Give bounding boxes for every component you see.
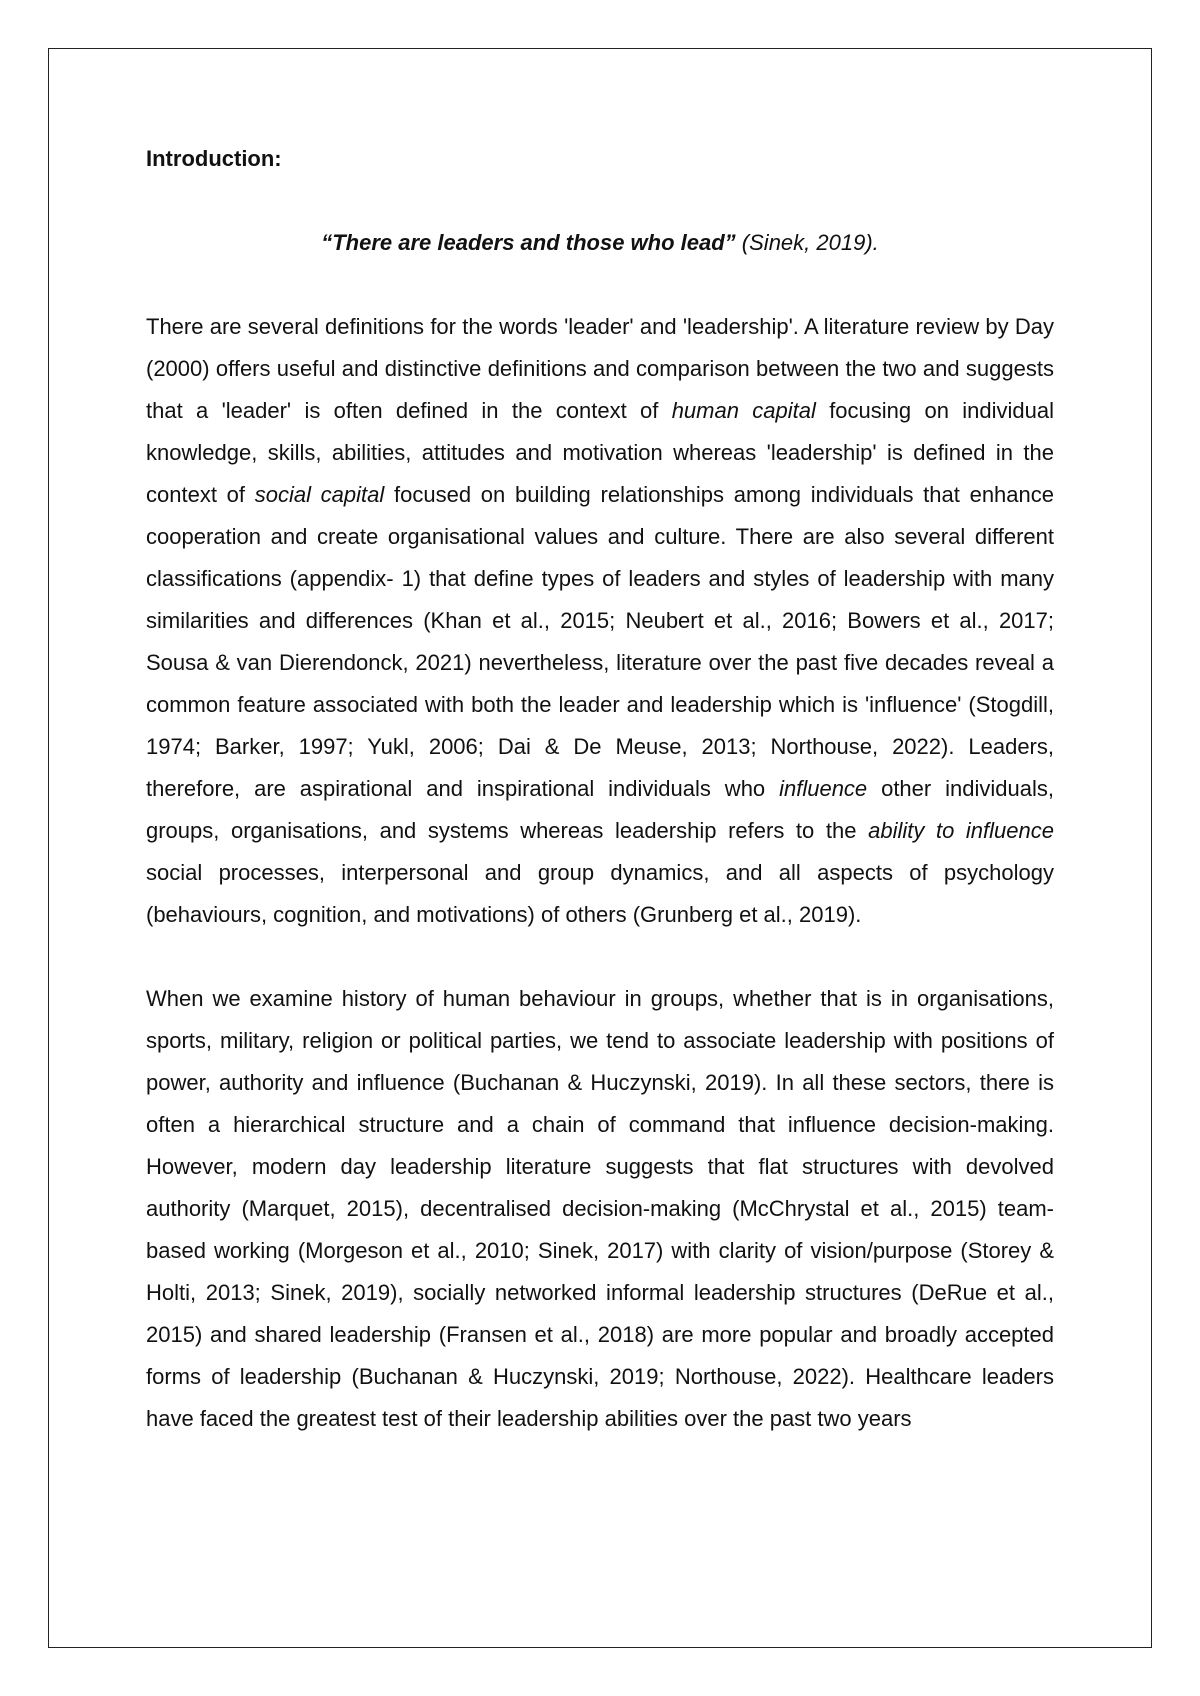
paragraph-2: When we examine history of human behaviour in groups, whether that is in organisations, sports, military, religion or political parties, we tend to associate leadership with positions of power, authority and influence (Buchanan & Huczynski, 2019). In all these sectors, there is often a hierarchical structure and a chain of command that influence decision-making. However, modern day leadership literature suggests that flat structures with devolved authority (Marquet, 2015), decentralised decision-making (McChrystal et al., 2015) team-based working (Morgeson et al., 2010; Sinek, 2017) with clarity of vision/purpose (Storey & Holti, 2013; Sinek, 2019), socially networked informal leadership structures (DeRue et al., 2015) and shared leadership (Fransen et al., 2018) are more popular and broadly accepted forms of leadership (Buchanan & Huczynski, 2019; Northouse, 2022). Healthcare leaders have faced the greatest test of their leadership abilities over the past two years (146, 986, 1054, 1431)
epigraph-quote (146, 222, 1054, 264)
paragraph-1 (146, 306, 1054, 936)
section-heading: Introduction: (146, 146, 282, 171)
emphasis-ability-to-influence: ability to influence (868, 818, 1054, 843)
paragraph-1-text: focused on building relationships among individuals that enhance cooperation and create organisational values and culture. There are also several different classifications (appendix- 1) that define types of leaders and styles of leadership with many similarities and differences (Khan et al., 2015; Neubert et al., 2016; Bowers et al., 2017; Sousa & van Dierendonck, 2021) nevertheless, literature over the past five decades reveal a common feature associated with both the leader and leadership which is 'influence' (Stogdill, 1974; Barker, 1997; Yukl, 2006; Dai & De Meuse, 2013; Northouse, 2022). Leaders, therefore, are aspirational and inspirational individuals who (146, 482, 1054, 801)
paragraph-1-text: focusing on individual knowledge, skills, abilities, attitudes and motivation whereas 'leadership' is defined in the context of (146, 398, 1054, 507)
document-body (146, 138, 1054, 1440)
emphasis-human-capital: human capital (671, 398, 816, 423)
emphasis-influence: influence (779, 776, 868, 801)
paragraph-1-text: There are several definitions for the words 'leader' and 'leadership'. A literature review by Day (2000) offers useful and distinctive definitions and comparison between the two and suggests that a 'leader' is often defined in the context of (146, 314, 1054, 423)
quote-text: “There are leaders and those who lead” (321, 230, 736, 255)
quote-citation: (Sinek, 2019). (735, 230, 879, 255)
paragraph-1-text: other individuals, groups, organisations, and systems whereas leadership refers to the (146, 776, 1054, 843)
paragraph-1-text: social processes, interpersonal and group dynamics, and all aspects of psychology (behaviours, cognition, and motivations) of others (Grunberg et al., 2019). (146, 860, 1054, 927)
emphasis-social-capital: social capital (254, 482, 385, 507)
